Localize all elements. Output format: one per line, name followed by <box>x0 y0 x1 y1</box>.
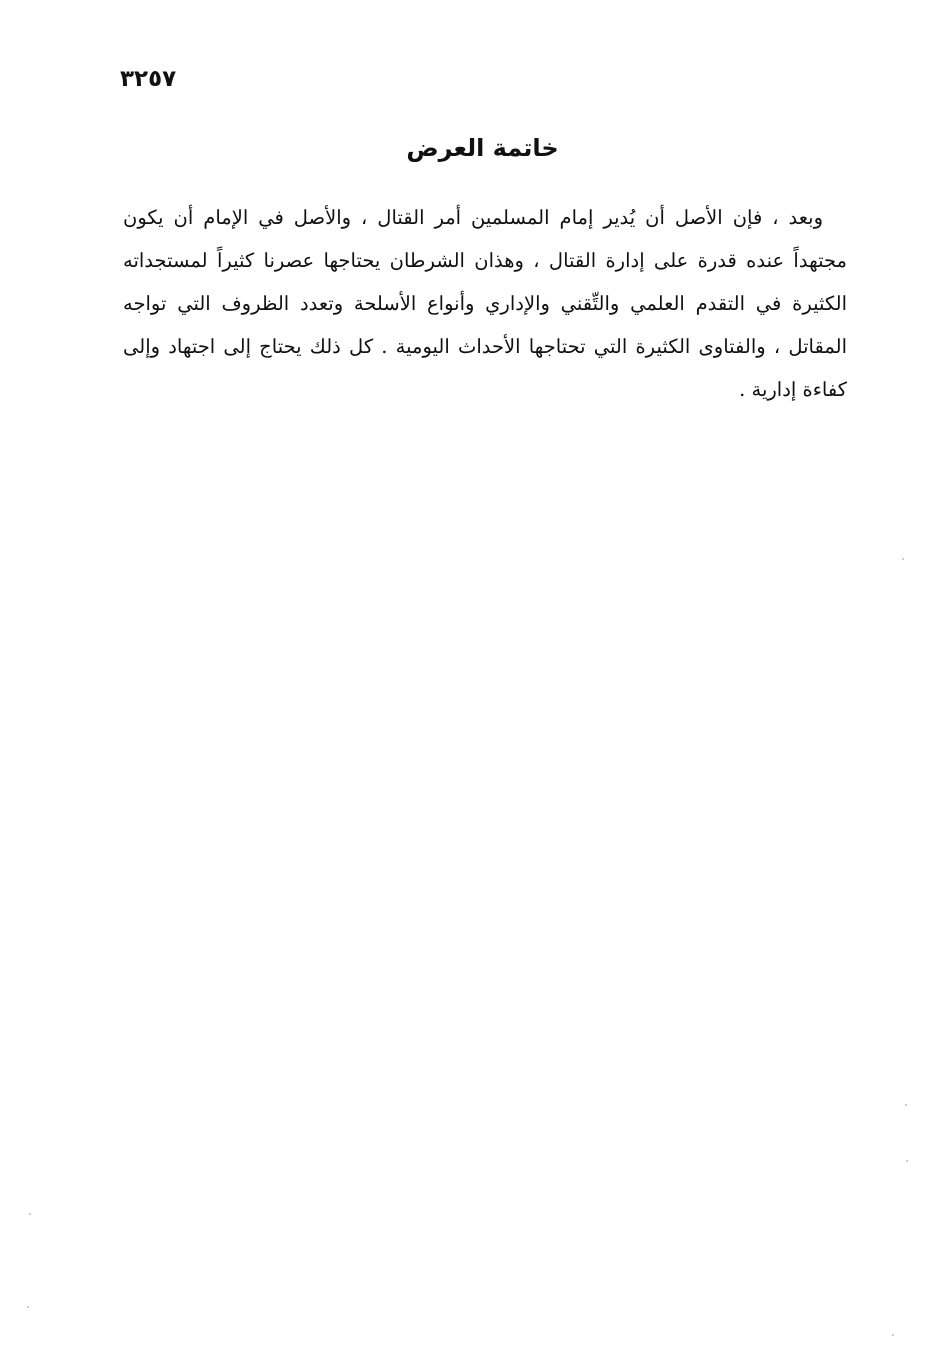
scan-speck <box>905 1104 907 1106</box>
page-number: ٣٢٥٧ <box>120 66 177 92</box>
scan-speck <box>906 1160 908 1162</box>
scan-speck <box>892 1334 894 1336</box>
section-title: خاتمة العرض <box>406 134 559 162</box>
body-paragraph: وبعد ، فإن الأصل أن يُدير إمام المسلمين أمر القتال ، والأصل في الإمام أن يكون مجتهداً عنده قدرة على إدارة القتال ، وهذان الشرطان يحتاجها عصرنا كثيراً لمستجداته الكثيرة في التقدم العلمي والتِّقني والإداري وأنواع الأسلحة وتعدد الظروف التي تواجه المقاتل ، والفتاوى الكثيرة التي تحتاجها الأحداث اليومية . كل ذلك يحتاج إلى اجتهاد وإلى كفاءة إدارية . <box>123 206 847 401</box>
scan-speck <box>29 1213 31 1215</box>
scan-speck <box>27 1306 29 1308</box>
scan-speck <box>902 558 904 560</box>
